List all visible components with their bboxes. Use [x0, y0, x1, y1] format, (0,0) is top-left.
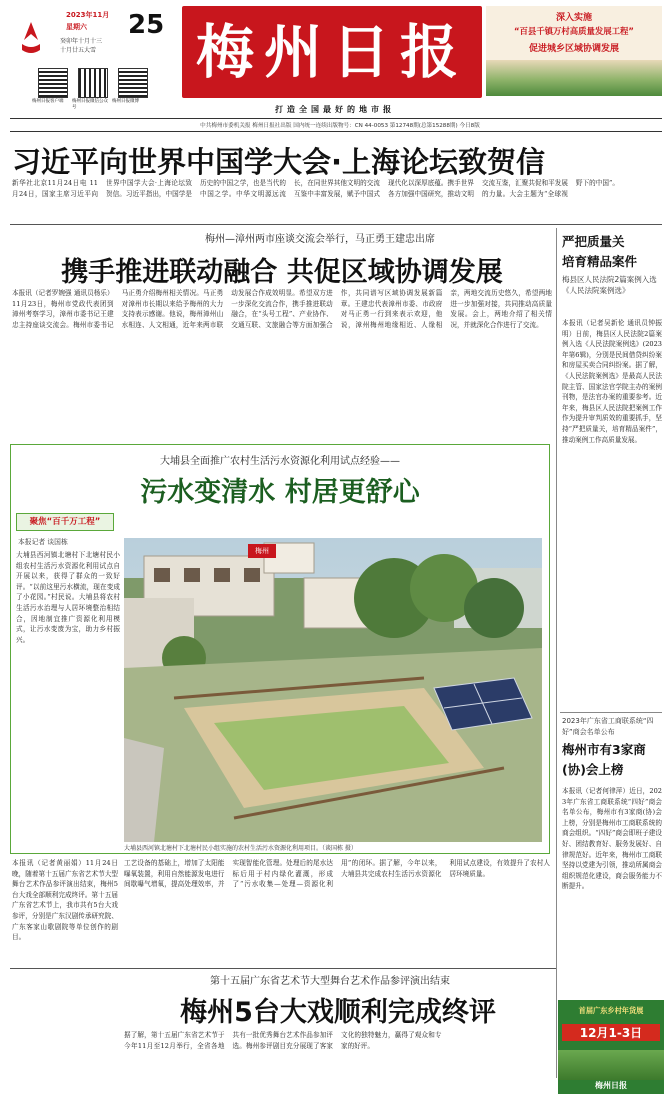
sidebar-top-subhead: 梅县区人民法院2篇案例入选《人民法院案例选》: [562, 275, 657, 295]
ad-date: 12月1-3日: [562, 1024, 660, 1041]
sidebar-top-kicker: 严把质量关: [562, 234, 625, 249]
photo-caption: 大埔县西河镇北塘村下北塘村民小组实施的农村生活污水资源化利用项目。（谈国栋 摄）: [124, 845, 357, 852]
promo-banner: [486, 6, 662, 96]
feature-body-left: 大埔县西河镇北塘村下北塘村民小组农村生活污水资源化利用试点自开展以来，获得了群众的一致好评。“以前这里污水横流，现在变成了小花园。”村民说。大埔县将农村生活污水治理与人居环境整治相结合，因地制宜推广资源化利用模式，让污水变废为宝，助力乡村振兴。: [16, 551, 120, 644]
qr-label-weibo: 梅州日报微博: [112, 99, 139, 104]
sidebar-mid-headline: 梅州市有3家商(协)会上榜: [562, 742, 646, 777]
sidebar-mid-kicker: 2023年广东省工商联系统“四好”商会名单公布: [562, 717, 654, 736]
feature-photo: [124, 538, 542, 842]
date-day: 25: [128, 10, 165, 40]
ad-title: 首届广东乡村年货展: [578, 1006, 644, 1015]
masthead-title-block: [182, 6, 482, 98]
feature-tag: [16, 513, 114, 531]
story2-body: 本报讯（记者罗婉强 通讯员杨乐）11月23日，梅州市党政代表团到漳州考察学习，漳州市委书记王建忠主持座谈交流会。梅州市委书记马正勇介绍梅州相关情况。马正勇对漳州市长期以来给予梅州的大力支持表示感谢。他说，梅州漳州山水相连、人文相通，近年来两市联动发展合作成效明显。希望双方进一步深化交流合作，携手推进联动融合，在“头号工程”、产业协作、交通互联、文旅融合等方面加强合作，共同谱写区域协调发展新篇章。王建忠代表漳州市委、市政府对马正勇一行到来表示欢迎，他说，漳州梅州地缘相近、人缘相亲，两地交流历史悠久，希望两地进一步加强对接，共同推动高质量发展。会上，两地介绍了相关情况，并就深化合作进行了交流。: [12, 289, 552, 329]
sidebar-top-headline: 培育精品案件: [562, 254, 638, 269]
logo-emblem: [18, 20, 44, 58]
promo-scenery: [486, 60, 662, 96]
qr-code-weibo: [118, 68, 148, 98]
sidebar-mid-body: 本报讯（记者何律萍）近日，2023年广东省工商联系统“四好”商会名单公布，梅州市有3家商(协)会上榜，分别是梅州市工商联系统的商会组织。“四好”商会即班子建设好、团结教育好、服务发展好、自律规范好。近年来，梅州市工商联坚持以党建为引领，推动所属商会组织规范化建设，商会服务能力不断提升。: [562, 787, 662, 891]
sidebar-top-body: 本报讯（记者吴新伦 通讯员钟振明）日前，梅县区人民法院2篇案例入选《人民法院案例选》(2023年第6辑)，分别是民间借贷纠纷案和房屋买卖合同纠纷案。据了解，《人民法院案例选》是最高人民法院主管、国家法官学院主办的案例刊物，是法官办案的重要参考。近年来，梅县区人民法院把案例工作作为提升审判质效的重要抓手，坚持“严把质量关，培育精品案件”，推动案例工作高质量发展。: [562, 319, 662, 444]
date-month: 2023年11月: [66, 11, 110, 19]
ad-brand: 梅州日报: [595, 1081, 627, 1090]
story4-body: 据了解，第十五届广东省艺术节于今年11月至12月举行，全省各地共有一批优秀舞台艺术作品参加评选。梅州参评剧目充分展现了客家文化的独特魅力，赢得了观众和专家的好评。: [124, 1031, 442, 1050]
qr-code-wechat: [78, 68, 108, 98]
lunar-date-2: 十月廿五大雪: [60, 47, 97, 54]
feature-kicker: 大埔县全面推广农村生活污水资源化利用试点经验——: [160, 456, 400, 467]
newspaper-title: 梅州日报: [195, 18, 468, 86]
lunar-date-1: 癸卯年十月十三: [60, 38, 103, 45]
qr-label-wechat: 梅州日报微信公众号: [72, 99, 108, 110]
masthead-slogan: 打造全国最好的地市报: [275, 105, 395, 114]
feature-body-left-bottom: 本报讯（记者黄丽娟）11月24日晚，随着第十五届广东省艺术节大型舞台艺术作品参评演出结束，梅州5台大戏全部顺利完成终评。第十五届广东省艺术节上，我市共有5台大戏参评，分别是广东汉剧传承研究院、广东客家山歌剧院等单位创作的剧目。: [12, 859, 118, 942]
promo-title-1: 深入实施: [555, 13, 592, 23]
story4-headline: 梅州5台大戏顺利完成终评: [180, 997, 496, 1028]
date-weekday: 星期六: [66, 23, 87, 31]
feature-headline: 污水变清水 村居更舒心: [140, 477, 420, 508]
story2-kicker: 梅州—漳州两市座谈交流会举行，马正勇王建忠出席: [205, 234, 435, 245]
qr-code-app: [38, 68, 68, 98]
promo-title-3: 促进城乡区域协调发展: [528, 44, 619, 54]
promo-title-2: “百县千镇万村高质量发展工程”: [514, 26, 634, 36]
ad-scenery: [558, 1050, 664, 1080]
publication-info: 中共梅州市委机关报 梅州日报社出版 国内统一连续出版物号：CN 44-0053 第12748期(总第15288期) 今日8版: [200, 123, 480, 129]
ad-banner: [558, 1000, 664, 1094]
qr-label-app: 梅州日报客户端: [32, 99, 64, 104]
feature-tag-text: 聚焦“百千万工程”: [29, 517, 101, 527]
story4-kicker: 第十五届广东省艺术节大型舞台艺术作品参评演出结束: [210, 976, 450, 987]
lead-headline: 习近平向世界中国学大会·上海论坛致贺信: [12, 145, 546, 179]
story2-headline: 携手推进联动融合 共促区域协调发展: [61, 257, 503, 288]
photo-sign-text: 梅州: [255, 547, 269, 555]
lead-body: 新华社北京11月24日电 11月24日，国家主席习近平向世界中国学大会·上海论坛致贺信。习近平指出，中国学是历史的中国之学，也是当代的中国之学。中华文明源远流长，在同世界其他文明的交流互鉴中丰富发展，赋予中国式现代化以深厚底蕴。携手世界各方加强中国研究，推动文明交流互鉴，汇聚共促和平发展的力量。大会主题为“全球视野下的中国”。: [12, 179, 619, 198]
feature-byline: 本报记者 谈国栋: [18, 538, 68, 546]
feature-body-bottom: 工艺设备的基础上，增加了太阳能曝氧装置，利用自然能源发电进行间歇曝气增氧，提高处理效率，并实现智能化管理。处理后的尾水达标后用于村内绿化灌溉，形成了“污水收集—处理—资源化利用”的闭环。据了解，今年以来，大埔县共完成农村生活污水资源化利用试点建设，有效提升了农村人居环境质量。: [124, 859, 550, 889]
